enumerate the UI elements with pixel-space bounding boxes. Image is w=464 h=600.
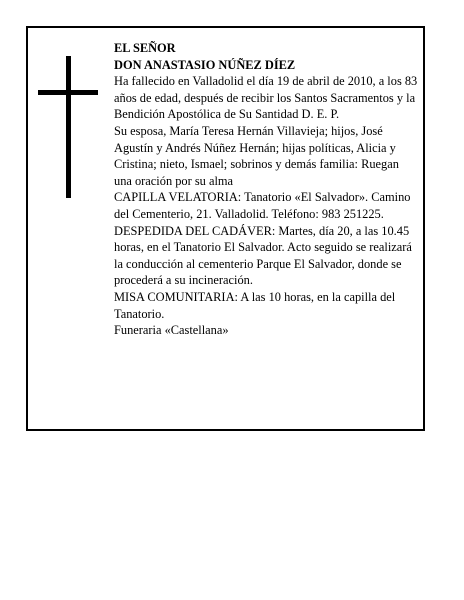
- community-mass-info: MISA COMUNITARIA: A las 10 horas, en la capilla del Tanatorio.: [114, 289, 396, 321]
- obituary-notice: [26, 26, 425, 431]
- obituary-title: EL SEÑOR: [114, 41, 176, 55]
- funeral-farewell-info: DESPEDIDA DEL CADÁVER: Martes, día 20, a las 10.45 horas, en el Tanatorio El Salvador. Acto seguido se realizará la conducción al cementerio Parque El Salvador, donde se procederá a su incineración.: [114, 223, 412, 288]
- funeral-home: Funeraria «Castellana»: [114, 323, 229, 338]
- cross-icon: [38, 56, 98, 198]
- wake-chapel-info: CAPILLA VELATORIA: Tanatorio «El Salvador». Camino del Cementerio, 21. Valladolid. Teléfono: 983 251225.: [114, 190, 411, 221]
- death-announcement: Ha fallecido en Valladolid el día 19 de abril de 2010, a los 83 años de edad, después de recibir los Santos Sacramentos y la Bendición Apostólica de Su Santidad D. E. P.: [114, 74, 418, 122]
- obituary-text: [114, 40, 418, 339]
- cross-vertical-bar: [66, 56, 71, 198]
- deceased-name: DON ANASTASIO NÚÑEZ DÍEZ: [114, 57, 296, 72]
- cross-horizontal-bar: [38, 90, 98, 95]
- family-list: Su esposa, María Teresa Hernán Villavieja; hijos, José Agustín y Andrés Núñez Hernán; hijas políticas, Alicia y Cristina; nieto, Ismael; sobrinos y demás familia: Ruegan una oración por su alma: [114, 123, 399, 188]
